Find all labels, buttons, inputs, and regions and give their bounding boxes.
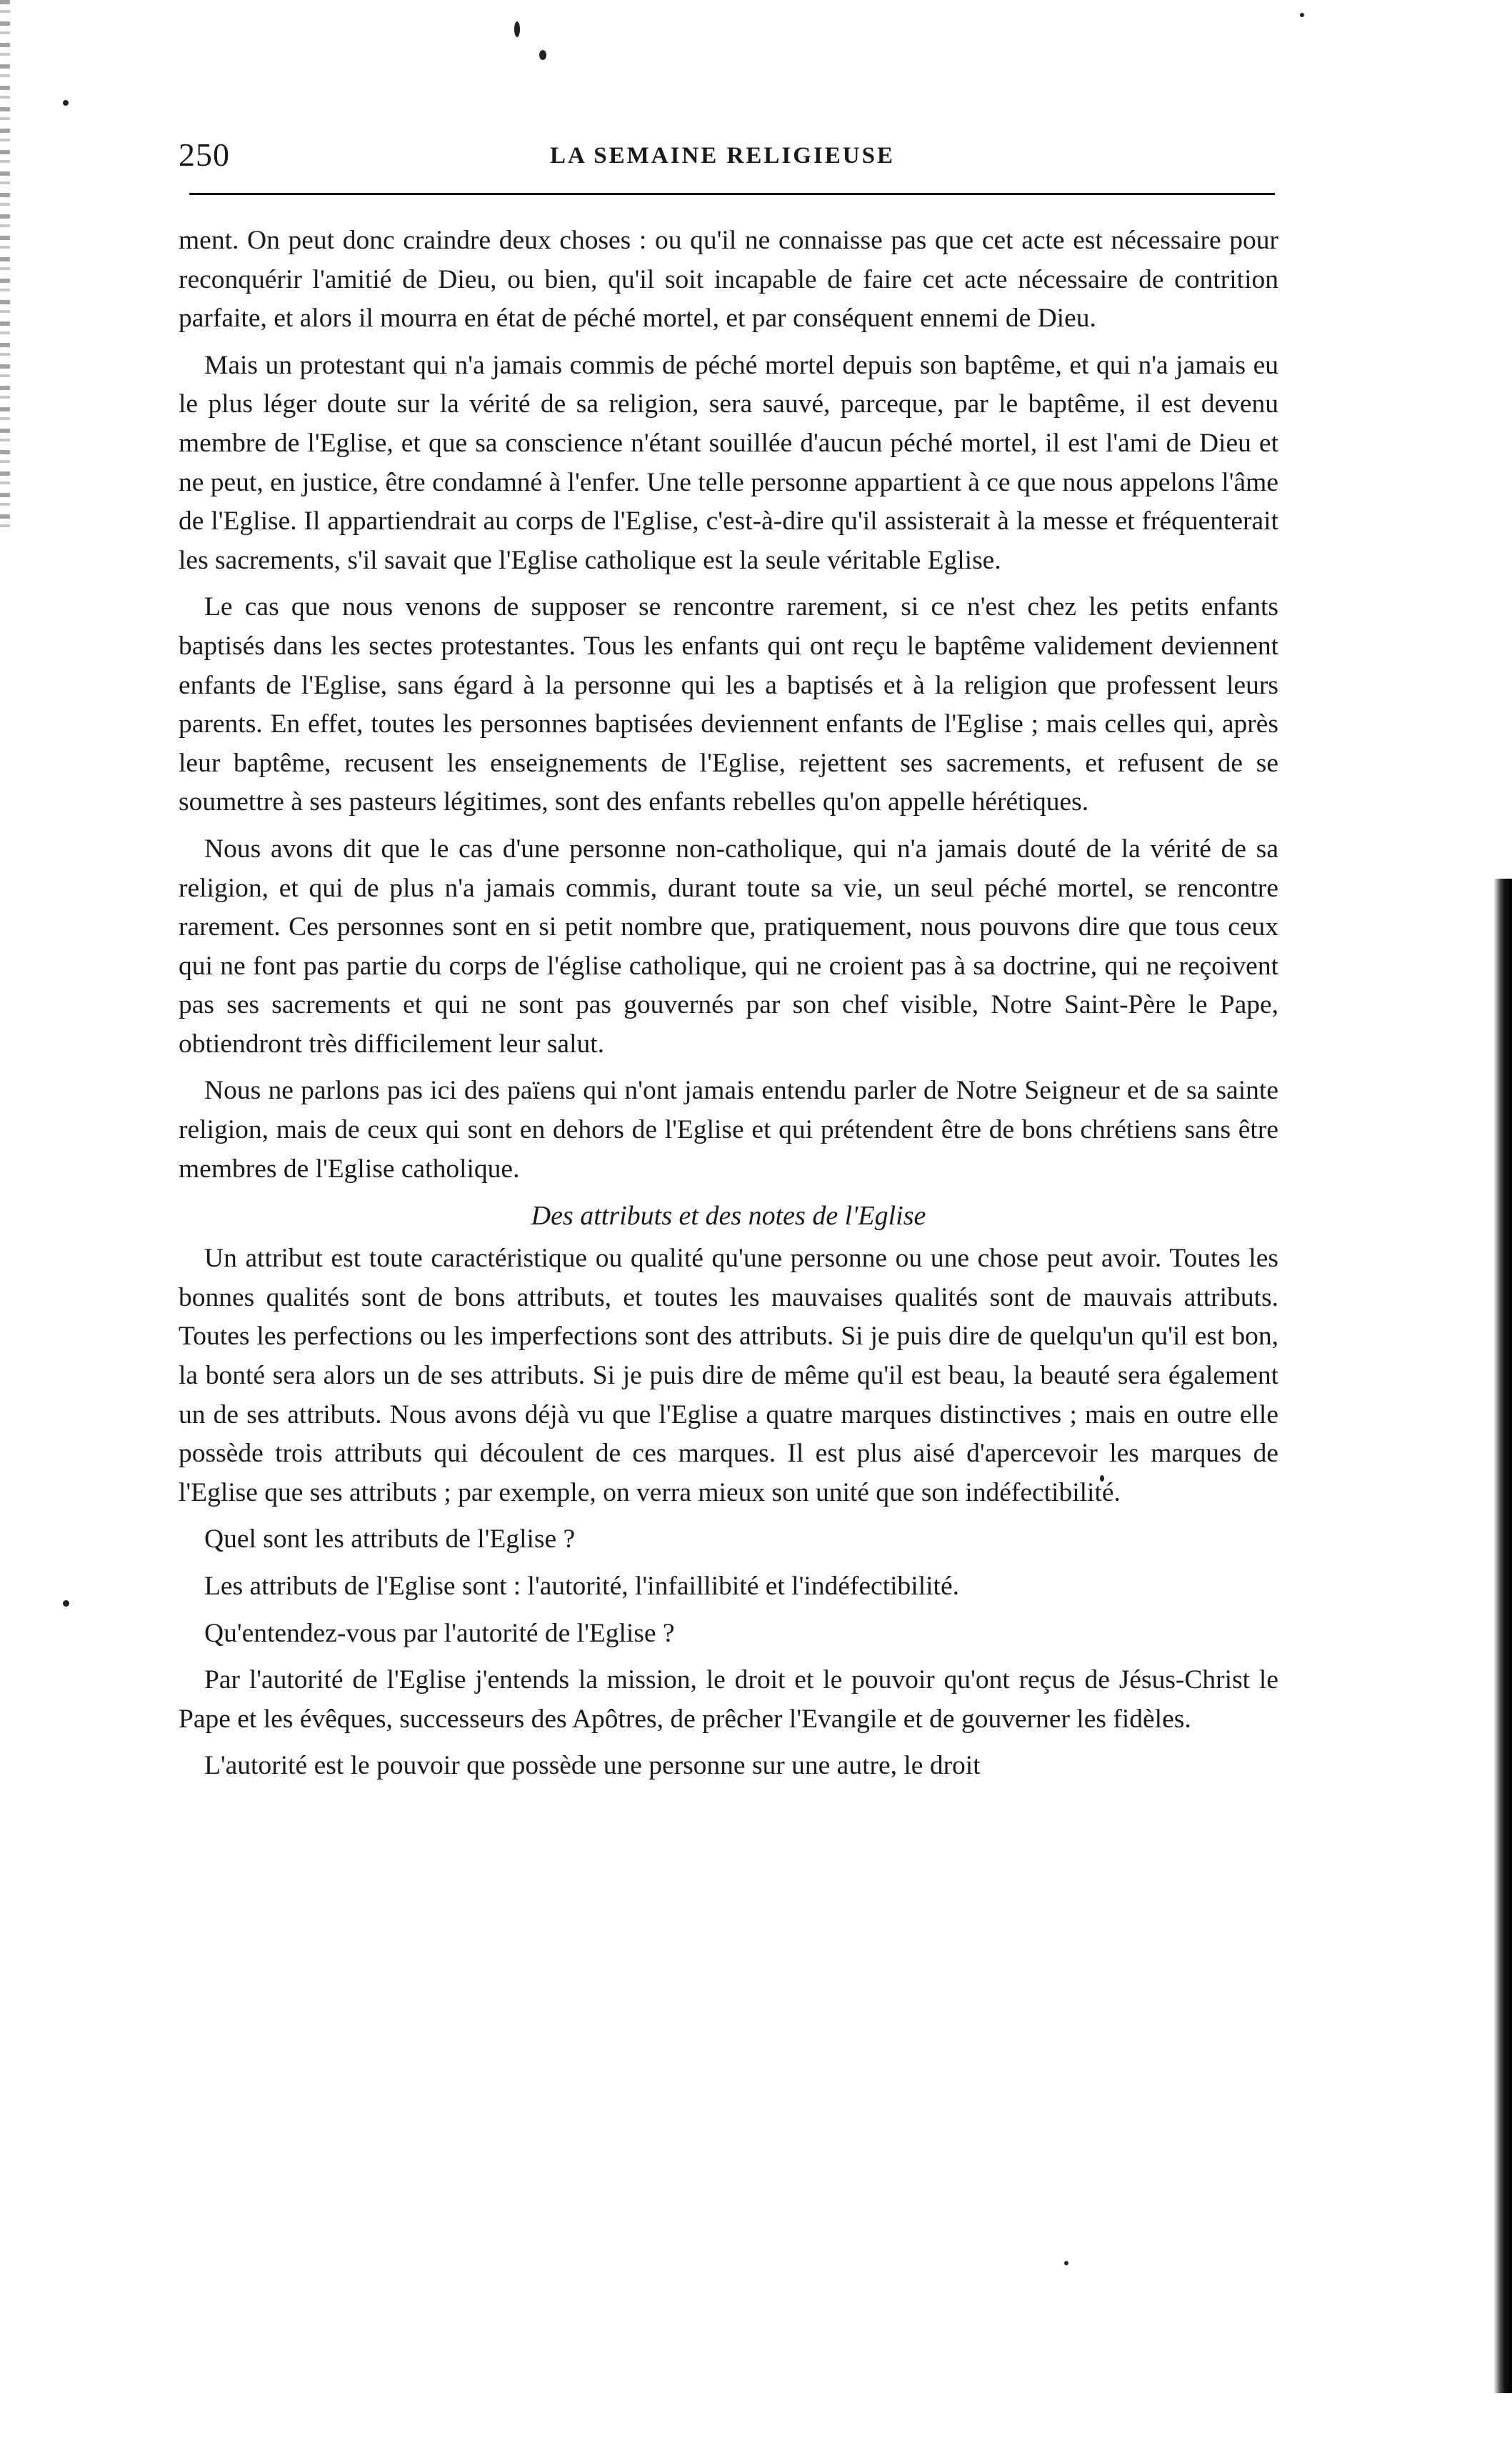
body-text <box>179 221 1278 1794</box>
section-heading: Des attributs et des notes de l'Eglise <box>531 1201 926 1232</box>
header-rule <box>189 193 1275 195</box>
scan-speck <box>539 50 546 60</box>
page-number: 250 <box>179 136 230 173</box>
answer: Les attributs de l'Eglise sont : l'autorité, l'infaillibité et l'indéfectibilité. <box>204 1572 959 1601</box>
scan-speck <box>1300 13 1304 17</box>
paragraph: Nous avons dit que le cas d'une personne non-catholique, qui n'a jamais douté de la vérité de sa religion, et qui de plus n'a jamais commis, durant toute sa vie, un seul péché mortel, se rencontre rarement. Ces personnes sont en si petit nombre que, pratiquement, nous pouvons dire que tous ceux qui ne font pas partie du corps de l'église catholique, qui ne croient pas à sa doctrine, qui ne reçoivent pas ses sacrements et qui ne sont pas gouvernés par son chef visible, Notre Saint-Père le Pape, obtiendront très difficilement leur salut. <box>179 834 1278 1059</box>
scan-speck <box>63 100 69 106</box>
paragraph: Mais un protestant qui n'a jamais commis de péché mortel depuis son baptême, et qui n'a jamais eu le plus léger doute sur la vérité de sa religion, sera sauvé, parceque, par le baptême, il est devenu membre de l'Eglise, et que sa conscience n'étant souillée d'aucun péché mortel, il est l'ami de Dieu et ne peut, en justice, être condamné à l'enfer. Une telle personne appartient à ce que nous appelons l'âme de l'Eglise. Il appartiendrait au corps de l'Eglise, c'est-à-dire qu'il assisterait à la messe et fréquenterait les sacrements, s'il savait que l'Eglise catholique est la seule véritable Eglise. <box>179 350 1278 575</box>
scan-binding-shadow <box>1493 879 1512 2393</box>
paragraph: Le cas que nous venons de supposer se rencontre rarement, si ce n'est chez les petits enfants baptisés dans les sectes protestantes. Tous les enfants qui ont reçu le baptême validement deviennent enfants de l'Eglise, sans égard à la personne qui les a baptisés et à la religion que professent leurs parents. En effet, toutes les personnes baptisées deviennent enfants de l'Eglise ; mais celles qui, après leur baptême, recusent les enseignements de l'Eglise, rejettent ses sacrements, et refusent de se soumettre à ses pasteurs légitimes, sont des enfants rebelles qu'on appelle hérétiques. <box>179 592 1278 817</box>
scan-speck <box>514 21 520 37</box>
paragraph: ment. On peut donc craindre deux choses : ou qu'il ne connaisse pas que cet acte est nécessaire pour reconquérir l'amitié de Dieu, ou bien, qu'il soit incapable de faire cet acte nécessaire de contrition parfaite, et alors il mourra en état de péché mortel, et par conséquent ennemi de Dieu. <box>179 226 1278 334</box>
paragraph: L'autorité est le pouvoir que possède une personne sur une autre, le droit <box>204 1751 981 1781</box>
scan-left-edge <box>0 0 10 529</box>
question: Quel sont les attributs de l'Eglise ? <box>204 1524 576 1554</box>
scan-speck <box>63 1600 69 1607</box>
paragraph: Nous ne parlons pas ici des païens qui n'ont jamais entendu parler de Notre Seigneur et de sa sainte religion, mais de ceux qui sont en dehors de l'Eglise et qui prétendent être de bons chrétiens sans être membres de l'Eglise catholique. <box>179 1076 1278 1184</box>
question: Qu'entendez-vous par l'autorité de l'Eglise ? <box>204 1618 675 1648</box>
journal-title: LA SEMAINE RELIGIEUSE <box>550 143 895 169</box>
running-head <box>179 136 1286 186</box>
answer: Par l'autorité de l'Eglise j'entends la mission, le droit et le pouvoir qu'ont reçus de Jésus-Christ le Pape et les évêques, successeurs des Apôtres, de prêcher l'Evangile et de gouverner les fidèles. <box>179 1665 1278 1734</box>
paragraph: Un attribut est toute caractéristique ou qualité qu'une personne ou une chose peut avoir. Toutes les bonnes qualités sont de bons attributs, et toutes les mauvaises qualités sont de mauvais attributs. Toutes les perfections ou les imperfections sont des attributs. Si je puis dire de quelqu'un qu'il est bon, la bonté sera alors un de ses attributs. Si je puis dire de même qu'il est beau, la beauté sera également un de ses attributs. Nous avons déjà vu que l'Eglise a quatre marques distinctives ; mais en outre elle possède trois attributs qui découlent de ces marques. Il est plus aisé d'apercevoir les marques de l'Eglise que ses attributs ; par exemple, on verra mieux son unité que son indéfectibilité. <box>179 1244 1278 1507</box>
scan-speck <box>1064 2261 1068 2265</box>
